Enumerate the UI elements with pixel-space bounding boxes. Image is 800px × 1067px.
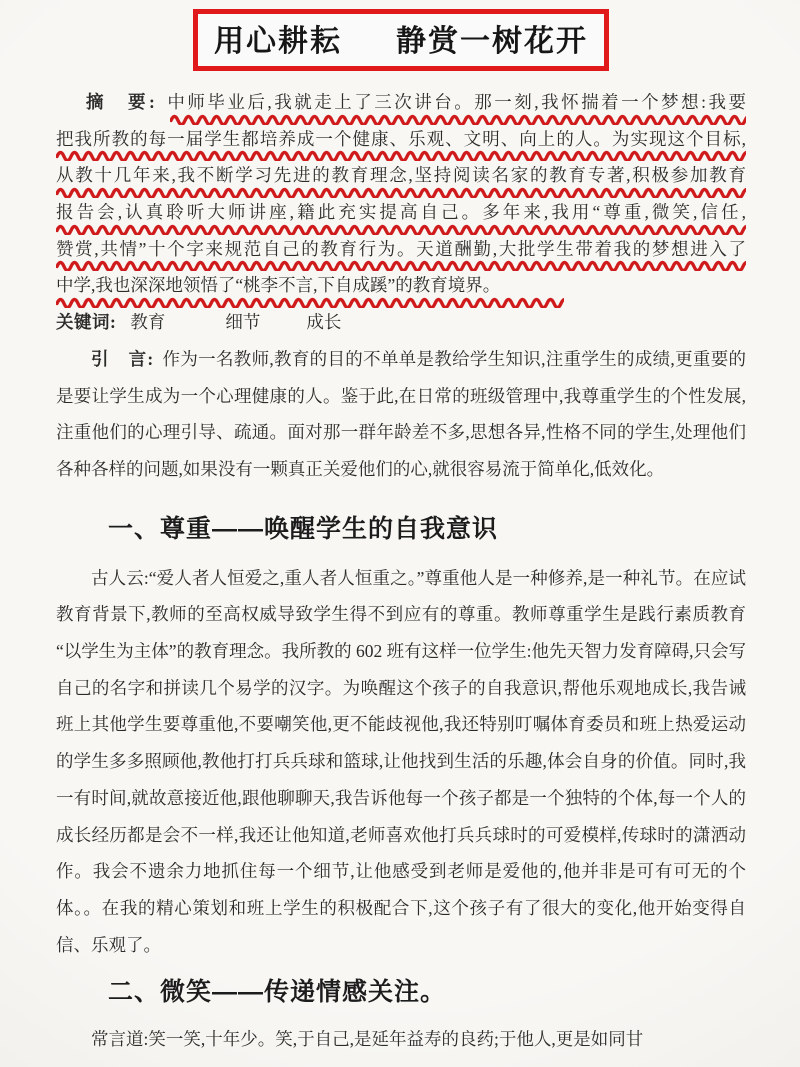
abstract-line — [56, 84, 746, 121]
abstract-line-text: 赞赏,共情”十个字来规范自己的教育行为。天道酬勤,大批学生带着我的梦想进入了 — [56, 238, 746, 259]
keywords-label: 关键词: — [56, 312, 117, 333]
abstract-line-text: 报告会,认真聆听大师讲座,籍此充实提高自己。多年来,我用“尊重,微笑,信任, — [56, 202, 746, 223]
abstract-line-text: 中学,我也深深地领悟了“桃李不言,下自成蹊”的教育境界。 — [56, 275, 501, 296]
keywords-row — [56, 304, 746, 341]
abstract-line-text: 把我所教的每一届学生都培养成一个健康、乐观、文明、向上的人。为实现这个目标, — [56, 128, 746, 149]
abstract-line — [56, 121, 746, 158]
introduction-text: 作为一名教师,教育的目的不单单是教给学生知识,注重学生的成绩,更重要的是要让学生成为一个心理健康的人。鉴于此,在日常的班级管理中,我尊重学生的个性发展,注重他们的心理引导、疏通。面对那一群年龄差不多,思想各异,性格不同的学生,处理他们各种各样的问题,如果没有一颗真正关爱他们的心,就很容易流于简单化,低效化。 — [56, 348, 747, 479]
section-2-paragraph: 常言道:笑一笑,十年少。笑,于自己,是延年益寿的良药;于他人,更是如同甘 — [91, 1029, 644, 1050]
keyword-item: 细节 — [225, 312, 261, 333]
abstract-label: 摘 要: — [86, 92, 156, 112]
title-row — [56, 0, 746, 71]
abstract-line — [56, 231, 746, 268]
keyword-item: 成长 — [306, 312, 342, 333]
section-heading-2: 二、微笑——传递情感关注。 — [108, 978, 447, 1007]
document-title-part1: 用心耕耘 — [214, 25, 342, 58]
abstract-line-text: 从教十几年来,我不断学习先进的教育理念,坚持阅读名家的教育专著,积极参加教育 — [56, 165, 746, 186]
abstract-line — [56, 157, 746, 194]
section-heading-1: 一、尊重——唤醒学生的自我意识 — [108, 514, 499, 543]
keyword-item: 教育 — [130, 312, 166, 333]
introduction-label: 引 言: — [91, 348, 155, 369]
title-box — [193, 9, 609, 71]
introduction-paragraph — [56, 341, 746, 488]
abstract-line — [56, 194, 746, 231]
document-title-part2: 静赏一树花开 — [396, 25, 588, 58]
abstract-line-text: 中师毕业后,我就走上了三次讲台。那一刻,我怀揣着一个梦想:我要 — [164, 92, 746, 112]
abstract-line — [56, 267, 746, 304]
abstract-block — [56, 84, 746, 304]
section-1-paragraph: 古人云:“爱人者人恒爱之,重人者人恒重之。”尊重他人是一种修养,是一种礼节。在应试教育背景下,教师的至高权威导致学生得不到应有的尊重。教师尊重学生是践行素质教育“以学生为主体”的教育理念。我所教的 602 班有这样一位学生:他先天智力发育障碍,只会写自己的名字和拼读几个易学的汉字。为唤醒这个孩子的自我意识,帮他乐观地成长,我告诫班上其他学生要尊重他,不要嘲笑他,更不能歧视他,我还特别叮嘱体育委员和班上热爱运动的学生多多照顾他,教他打打兵兵球和篮球,让他找到生活的乐趣,体会自身的价值。同时,我一有时间,就故意接近他,跟他聊聊天,我告诉他每一个孩子都是一个独特的个体,每一个人的成长经历都是会不一样,我还让他知道,老师喜欢他打兵兵球时的可爱模样,传球时的潇洒动作。我会不遗余力地抓住每一个细节,让他感受到老师是爱他的,他并非是可有可无的个体。。在我的精心策划和班上学生的积极配合下,这个孩子有了很大的变化,他开始变得自信、乐观了。 — [56, 567, 746, 955]
